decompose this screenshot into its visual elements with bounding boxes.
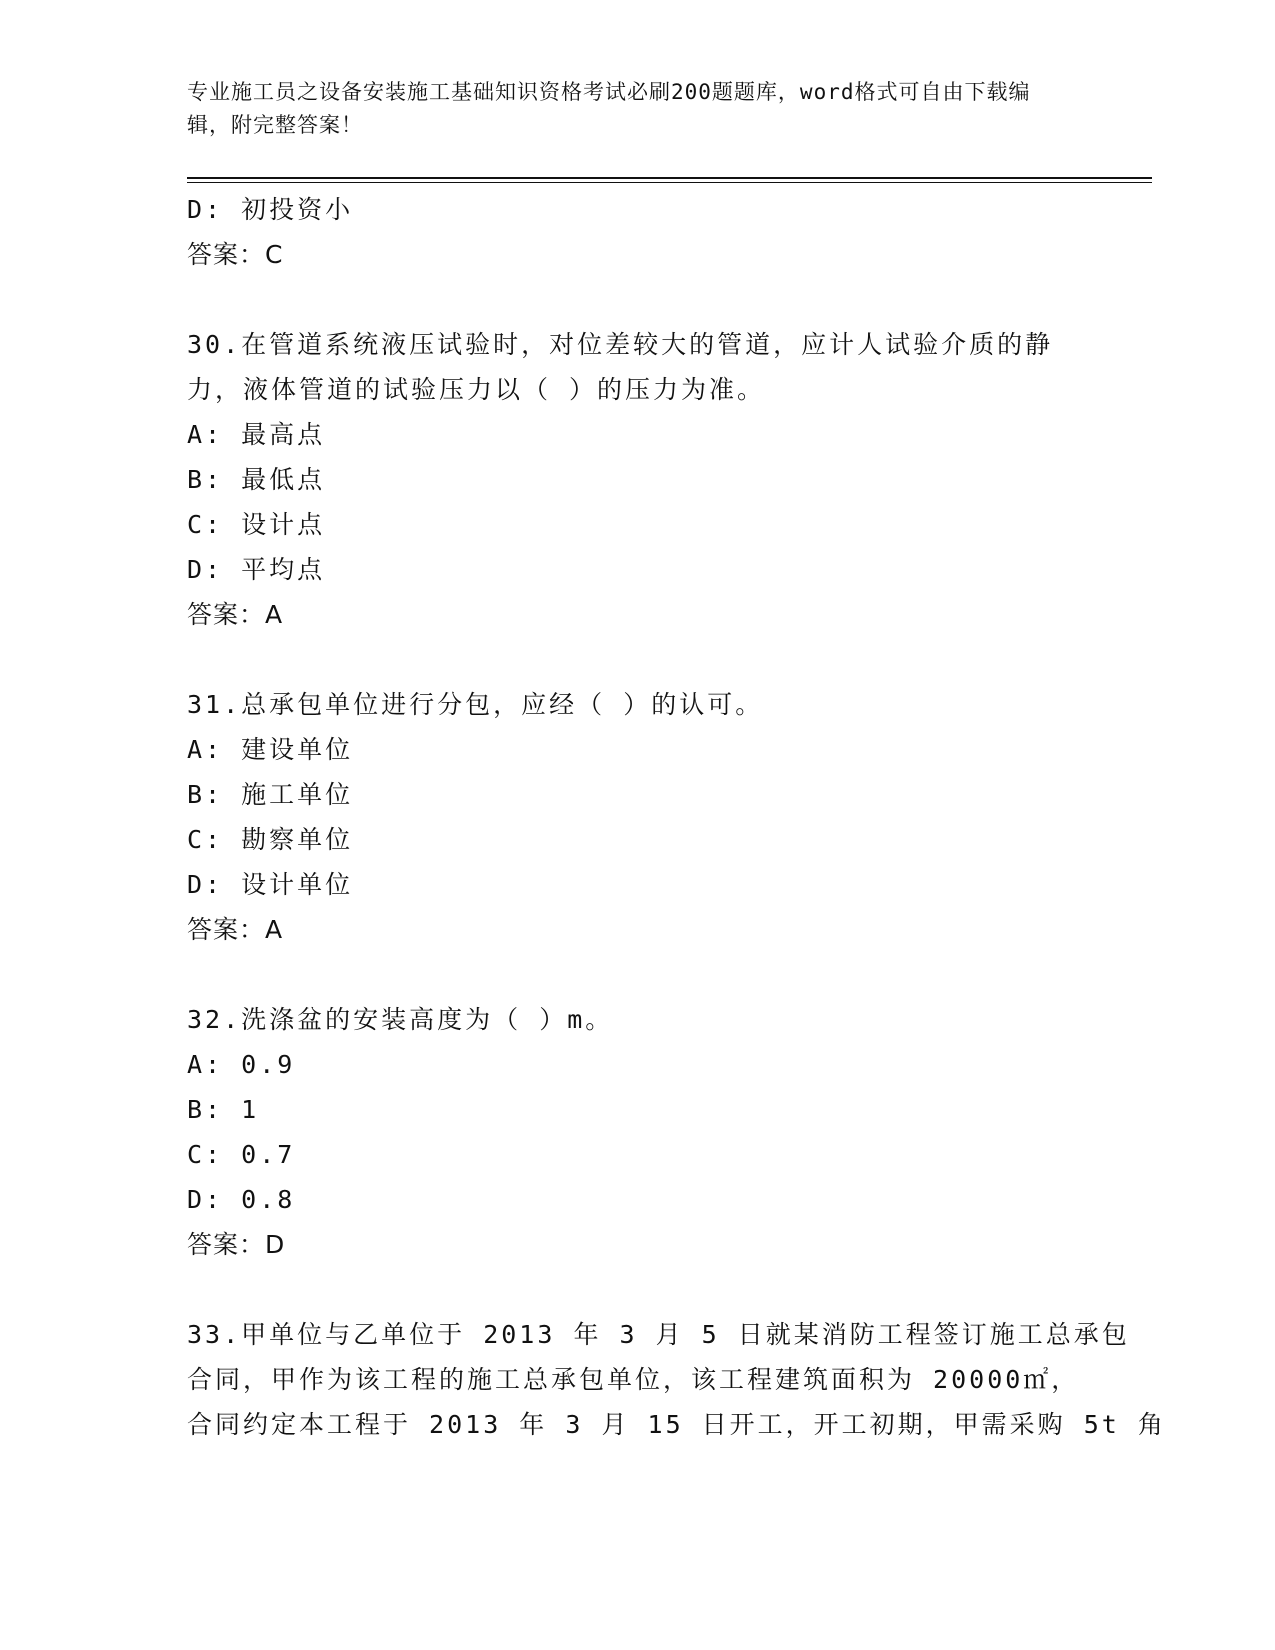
document-header-title: 专业施工员之设备安装施工基础知识资格考试必刷200题题库，word格式可自由下载编辑，附完整答案！ <box>187 80 1031 137</box>
q30-stem-line-2: 力，液体管道的试验压力以（ ）的压力为准。 <box>187 375 766 404</box>
header-divider-thick <box>187 177 1152 179</box>
q31-answer: 答案：A <box>187 915 284 944</box>
q32-option-c: C: 0.7 <box>187 1140 296 1169</box>
header-divider-thin <box>187 182 1152 183</box>
q31-option-c: C: 勘察单位 <box>187 825 354 854</box>
q31-stem: 31.总承包单位进行分包，应经（ ）的认可。 <box>187 690 764 719</box>
q30-answer: 答案：A <box>187 600 284 629</box>
q30-stem-line-1: 30.在管道系统液压试验时，对位差较大的管道，应计人试验介质的静 <box>187 330 1054 359</box>
q29-option-d: D: 初投资小 <box>187 195 354 224</box>
q31-option-b: B: 施工单位 <box>187 780 354 809</box>
q32-option-a: A: 0.9 <box>187 1050 296 1079</box>
q30-option-d: D: 平均点 <box>187 555 326 584</box>
q31-option-a: A: 建设单位 <box>187 735 354 764</box>
q30-option-c: C: 设计点 <box>187 510 326 539</box>
q33-stem-line-3: 合同约定本工程于 2013 年 3 月 15 日开工，开工初期，甲需采购 5t 角 <box>187 1410 1166 1439</box>
q29-answer: 答案：C <box>187 240 284 269</box>
q30-option-a: A: 最高点 <box>187 420 326 449</box>
q31-option-d: D: 设计单位 <box>187 870 354 899</box>
q32-stem: 32.洗涤盆的安装高度为（ ）m。 <box>187 1005 614 1034</box>
q32-answer: 答案：D <box>187 1230 286 1259</box>
q33-stem-line-2: 合同，甲作为该工程的施工总承包单位，该工程建筑面积为 20000㎡， <box>187 1365 1080 1394</box>
q33-stem-line-1: 33.甲单位与乙单位于 2013 年 3 月 5 日就某消防工程签订施工总承包 <box>187 1320 1130 1349</box>
q30-option-b: B: 最低点 <box>187 465 326 494</box>
q32-option-b: B: 1 <box>187 1095 260 1124</box>
q32-option-d: D: 0.8 <box>187 1185 296 1214</box>
